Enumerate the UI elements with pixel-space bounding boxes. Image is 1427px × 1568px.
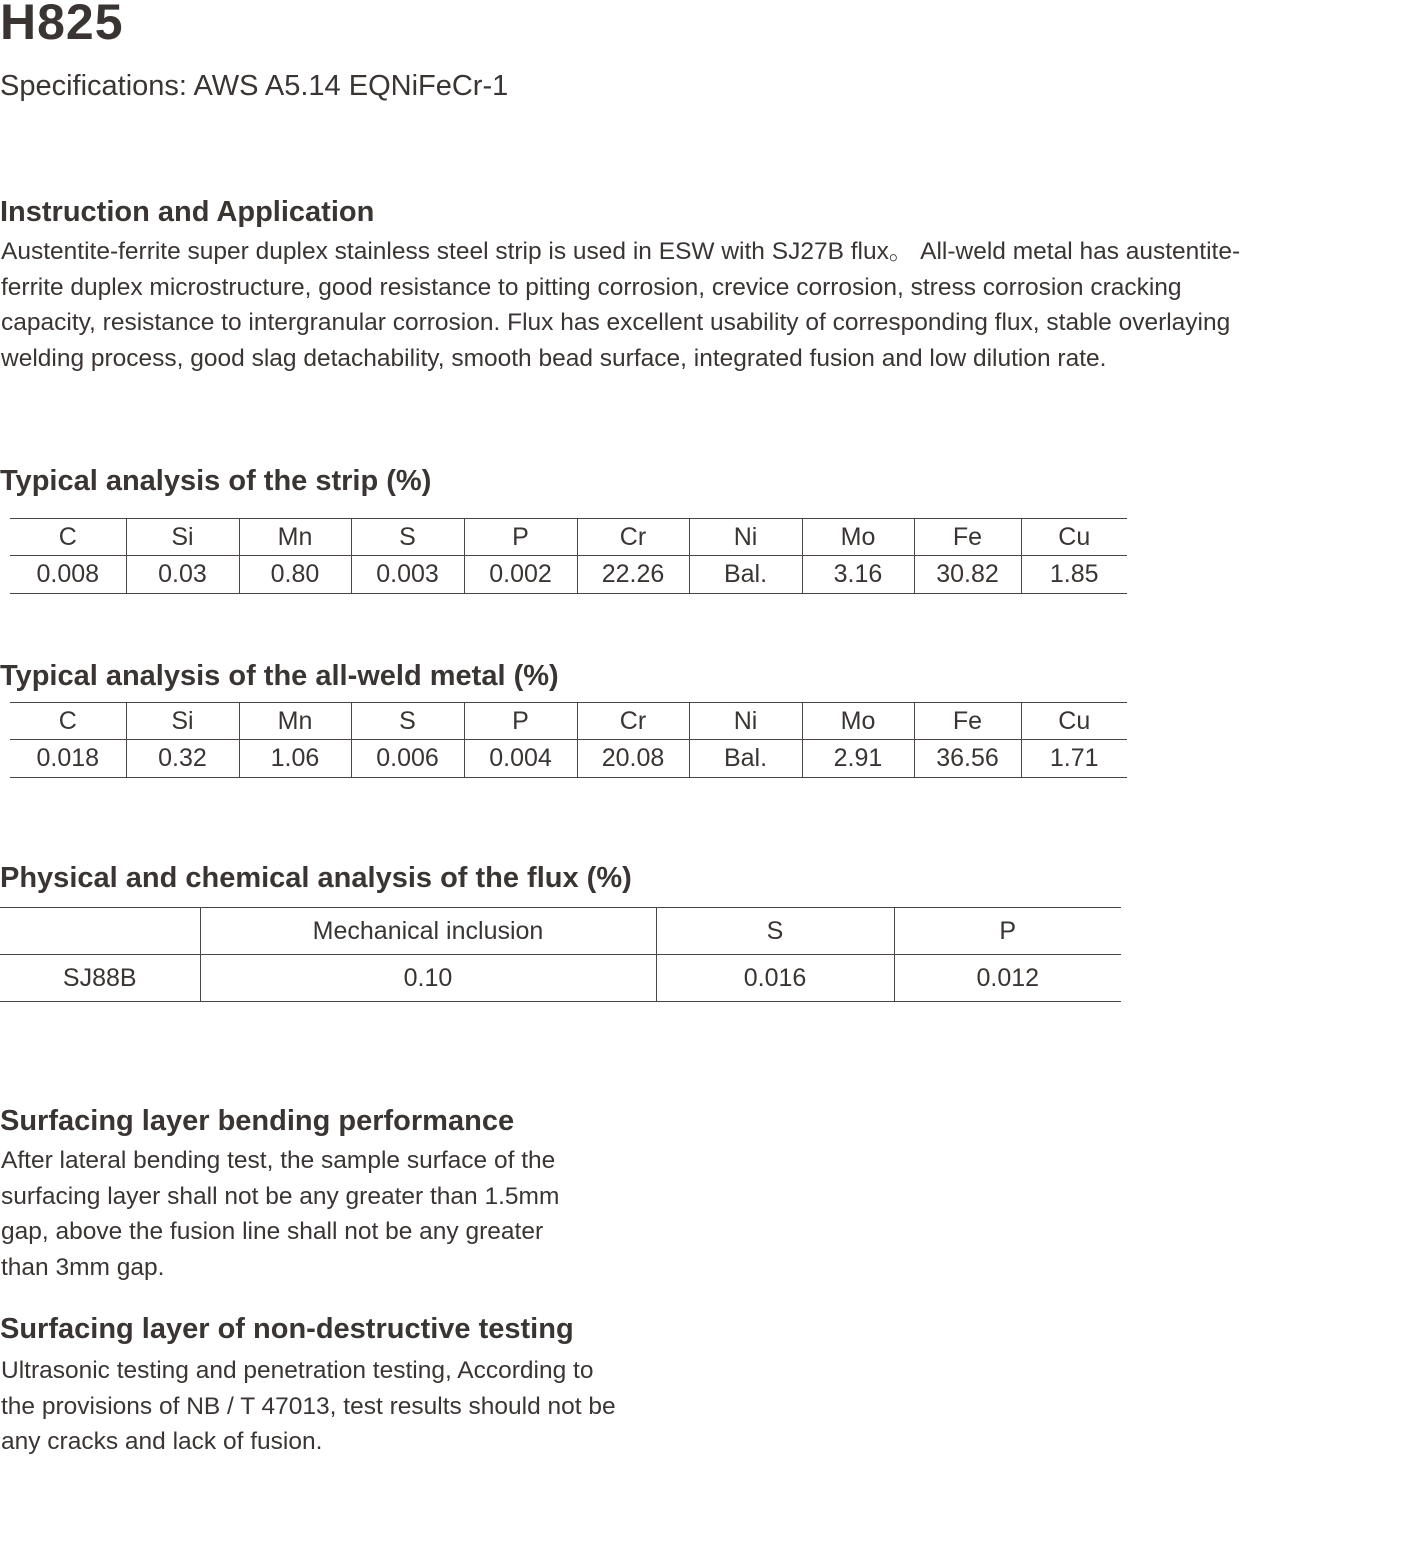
table-header-cell: Cu <box>1021 519 1127 556</box>
table-cell: 0.10 <box>200 955 656 1002</box>
product-title: H825 <box>0 0 124 50</box>
table-header-cell: P <box>464 703 577 740</box>
table-header-cell: Ni <box>689 519 802 556</box>
table-cell: Bal. <box>689 740 802 778</box>
table-cell: 0.018 <box>10 740 126 778</box>
bending-heading: Surfacing layer bending performance <box>0 1105 515 1137</box>
weld-values-row <box>10 740 1127 778</box>
table-cell: 0.012 <box>894 955 1121 1002</box>
table-cell: 1.85 <box>1021 556 1127 594</box>
table-header-cell: Fe <box>914 703 1021 740</box>
table-cell: 0.004 <box>464 740 577 778</box>
ndt-heading: Surfacing layer of non-destructive testing <box>0 1313 574 1345</box>
weld-analysis-heading: Typical analysis of the all-weld metal (%) <box>0 660 559 692</box>
table-header-cell: Cr <box>577 519 689 556</box>
table-header-cell: S <box>351 703 464 740</box>
instruction-text: Austentite-ferrite super duplex stainless steel strip is used in ESW with SJ27B flux。 All-weld metal has austentite- ferrite duplex microstructure, good resistance to pitting corrosion, crevice corrosion, stress corrosion cracking capacity, resistance to intergranular corrosion. Flux has excellent usability of corresponding flux, stable overlaying welding process, good slag detachability, smooth bead surface, integrated fusion and low dilution rate. <box>1 238 1241 372</box>
weld-header-row <box>10 703 1127 740</box>
flux-analysis-heading: Physical and chemical analysis of the flux (%) <box>0 862 632 894</box>
table-cell: 0.32 <box>126 740 239 778</box>
table-header-cell: C <box>10 703 126 740</box>
table-cell: 0.006 <box>351 740 464 778</box>
table-cell: 2.91 <box>802 740 914 778</box>
table-header-cell: Ni <box>689 703 802 740</box>
table-header-cell: S <box>351 519 464 556</box>
table-header-cell: Mechanical inclusion <box>200 908 656 955</box>
strip-header-row <box>10 519 1127 556</box>
table-header-cell: Cu <box>1021 703 1127 740</box>
specifications-line: Specifications: AWS A5.14 EQNiFeCr-1 <box>0 70 509 102</box>
bending-text: After lateral bending test, the sample surface of the surfacing layer shall not be any greater than 1.5mm gap, above the fusion line shall not be any greater than 3mm gap. <box>1 1147 560 1281</box>
table-header-cell: Cr <box>577 703 689 740</box>
table-cell: 3.16 <box>802 556 914 594</box>
flux-header-row <box>0 908 1121 955</box>
table-cell: 0.008 <box>10 556 126 594</box>
table-cell: 0.80 <box>239 556 351 594</box>
table-header-cell: P <box>464 519 577 556</box>
strip-analysis-table <box>10 518 1127 594</box>
table-cell: 22.26 <box>577 556 689 594</box>
table-header-cell: Si <box>126 703 239 740</box>
table-cell: 20.08 <box>577 740 689 778</box>
table-header-cell: Mn <box>239 519 351 556</box>
flux-analysis-table <box>0 907 1121 1002</box>
table-header-cell <box>0 908 200 955</box>
table-cell: 0.03 <box>126 556 239 594</box>
table-header-cell: S <box>656 908 894 955</box>
table-cell: 0.016 <box>656 955 894 1002</box>
weld-analysis-table <box>10 702 1127 778</box>
table-cell: SJ88B <box>0 955 200 1002</box>
table-header-cell: Si <box>126 519 239 556</box>
table-cell: Bal. <box>689 556 802 594</box>
strip-values-row <box>10 556 1127 594</box>
flux-values-row <box>0 955 1121 1002</box>
table-header-cell: Mn <box>239 703 351 740</box>
table-cell: 36.56 <box>914 740 1021 778</box>
table-cell: 0.003 <box>351 556 464 594</box>
table-cell: 30.82 <box>914 556 1021 594</box>
strip-analysis-heading: Typical analysis of the strip (%) <box>0 465 432 497</box>
table-header-cell: Mo <box>802 703 914 740</box>
table-header-cell: P <box>894 908 1121 955</box>
table-header-cell: Mo <box>802 519 914 556</box>
table-cell: 1.71 <box>1021 740 1127 778</box>
ndt-text: Ultrasonic testing and penetration testing, According to the provisions of NB / T 47013, test results should not be any cracks and lack of fusion. <box>1 1357 616 1455</box>
table-cell: 1.06 <box>239 740 351 778</box>
table-header-cell: Fe <box>914 519 1021 556</box>
table-cell: 0.002 <box>464 556 577 594</box>
instruction-heading: Instruction and Application <box>0 196 375 228</box>
table-header-cell: C <box>10 519 126 556</box>
